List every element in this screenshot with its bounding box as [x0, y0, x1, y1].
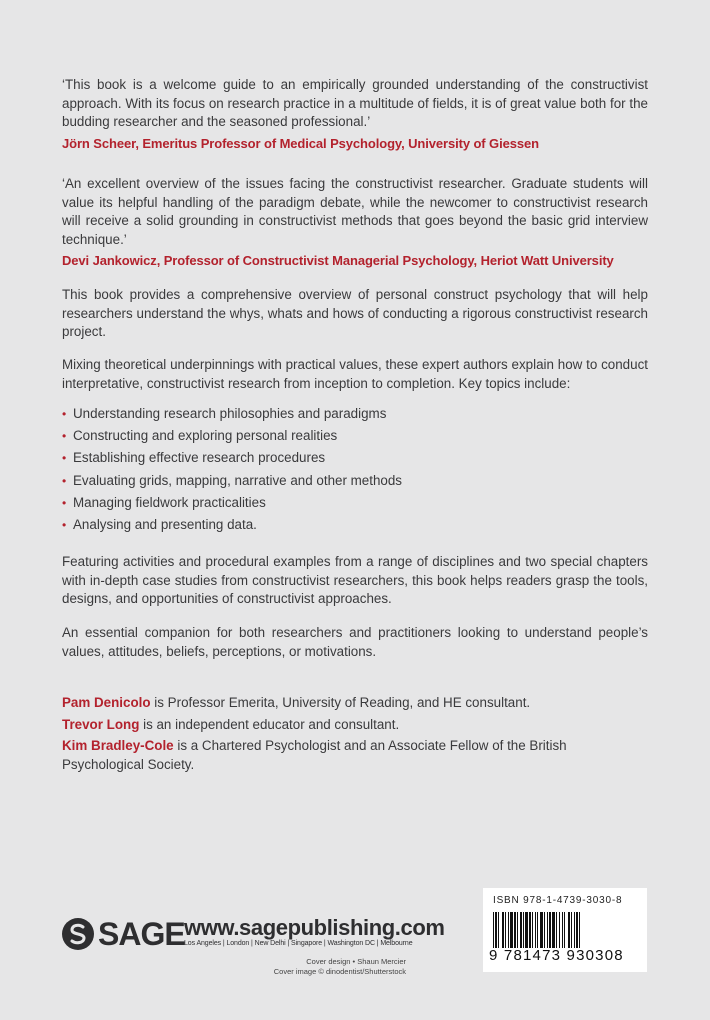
author-name: Pam Denicolo [62, 695, 151, 710]
features-paragraph: Featuring activities and procedural examples from a range of disciplines and two special chapters with in-depth case studies from constructivist researchers, this book helps readers grasp the tools, designs, and opportunities of constructivist approaches. [62, 554, 648, 606]
description-intro [62, 286, 648, 342]
sage-wordmark: SAGE [98, 916, 185, 952]
author-bio [62, 694, 648, 713]
list-item [62, 447, 648, 469]
publisher-url: www.sagepublishing.com [184, 915, 445, 940]
cover-credits [274, 957, 406, 977]
bullet-icon: • [62, 407, 67, 421]
list-item [62, 425, 648, 447]
list-item [62, 492, 648, 514]
isbn-label: ISBN 978-1-4739-3030-8 [493, 895, 623, 906]
publisher-offices: Los Angeles | London | New Delhi | Singapore | Washington DC | Melbourne [184, 940, 413, 947]
intro-paragraph: This book provides a comprehensive overview of personal construct psychology that will help researchers understand the whys, whats and hows of conducting a rigorous constructivist research project. [62, 287, 648, 339]
topic-text: Understanding research philosophies and paradigms [73, 406, 387, 421]
list-item [62, 470, 648, 492]
closing-paragraph: An essential companion for both researchers and practitioners looking to understand people’s values, attitudes, beliefs, perceptions, or motivations. [62, 625, 648, 659]
key-topics-list [62, 403, 648, 536]
bullet-icon: • [62, 429, 67, 444]
author-name: Kim Bradley-Cole [62, 738, 174, 753]
list-item [62, 403, 648, 425]
sage-emblem-icon [62, 918, 94, 950]
description-lead-in [62, 356, 648, 393]
description-features [62, 553, 648, 609]
author-description: is an independent educator and consultant. [139, 716, 400, 732]
endorsement-attribution: Devi Jankowicz, Professor of Constructivist Managerial Psychology, Heriot Watt University [62, 253, 614, 268]
topic-text: Evaluating grids, mapping, narrative and other methods [73, 472, 403, 488]
bullet-icon: • [62, 473, 67, 488]
topic-text: Analysing and presenting data. [73, 517, 257, 533]
description-closing [62, 624, 648, 661]
bullet-icon: • [62, 495, 67, 510]
endorsement-2 [62, 175, 648, 268]
topic-text: Constructing and exploring personal realities [73, 428, 338, 444]
bullet-icon: • [62, 518, 67, 533]
endorsement-1 [62, 76, 648, 151]
isbn-barcode-box [483, 888, 647, 972]
author-bio [62, 737, 648, 774]
author-description: is a Chartered Psychologist and an Associate Fellow of the British Psychological Society. [62, 738, 567, 772]
topic-text: Managing fieldwork practicalities [73, 494, 266, 510]
author-bio [62, 716, 648, 735]
author-name: Trevor Long [62, 716, 140, 732]
list-item [62, 514, 648, 536]
author-bios [62, 694, 648, 777]
endorsement-attribution: Jörn Scheer, Emeritus Professor of Medical Psychology, University of Giessen [62, 135, 539, 151]
endorsement-quote: ‘This book is a welcome guide to an empirically grounded understanding of the constructivist approach. With its focus on research practice in a multitude of fields, it is of great value both for the budding researcher and the seasoned professional.’ [62, 77, 648, 129]
topic-text: Establishing effective research procedures [73, 450, 326, 466]
cover-image-credit: Cover image © dinodentist/Shutterstock [273, 967, 406, 976]
lead-in-paragraph: Mixing theoretical underpinnings with practical values, these expert authors explain how to conduct interpretative, constructivist research from inception to completion. Key topics include: [62, 357, 648, 391]
barcode-digits: 9 781473 930308 [489, 947, 624, 964]
endorsement-quote: ‘An excellent overview of the issues facing the constructivist researcher. Graduate students will value its helpful handling of the paradigm debate, while the newcomer to constructivist research will receive a solid grounding in constructivist methods that goes beyond the basic grid interview technique.’ [62, 176, 648, 247]
author-description: is Professor Emerita, University of Reading, and HE consultant. [150, 695, 531, 710]
cover-design-credit: Cover design • Shaun Mercier [306, 957, 406, 966]
bullet-icon: • [62, 451, 67, 466]
barcode-icon [491, 912, 639, 950]
